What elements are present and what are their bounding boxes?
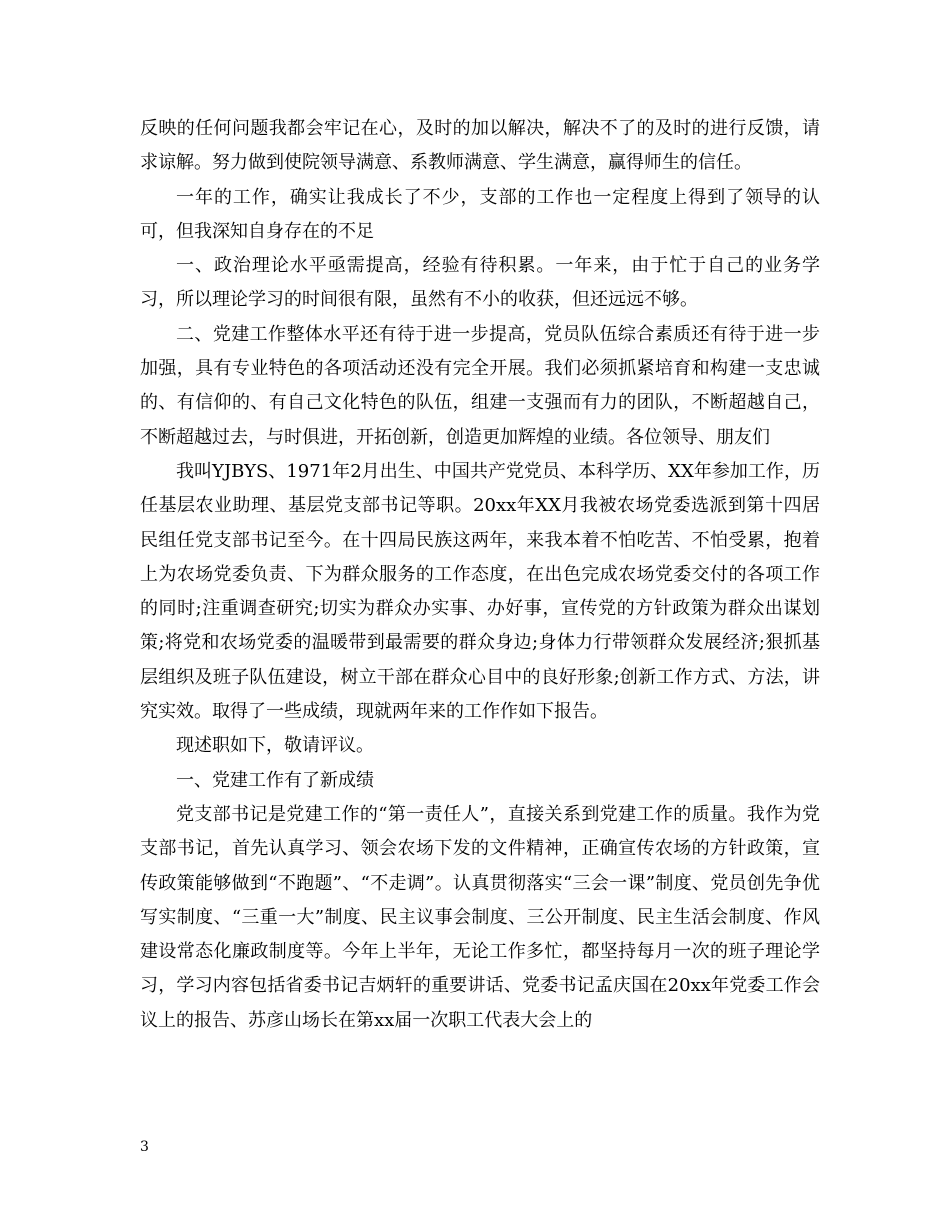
paragraph-1: 反映的任何问题我都会牢记在心，及时的加以解决，解决不了的及时的进行反馈，请求谅解。努力做到使院领导满意、系教师满意、学生满意，赢得师生的信任。	[140, 118, 820, 174]
page-number: 3	[140, 1139, 149, 1155]
paragraph-7: 党支部书记是党建工作的“第一责任人”，直接关系到党建工作的质量。我作为党支部书记，首先认真学习、领会农场下发的文件精神，正确宣传农场的方针政策，宣传政策能够做到“不跑题”、“不走调”。认真贯彻落实“三会一课”制度、党员创先争优写实制度、“三重一大”制度、民主议事会制度、三公开制度、民主生活会制度、作风建设常态化廉政制度等。今年上半年，无论工作多忙，都坚持每月一次的班子理论学习，学习内容包括省委书记吉炳轩的重要讲话、党委书记孟庆国在20xx年党委工作会议上的报告、苏彦山场长在第xx届一次职工代表大会上的	[140, 803, 820, 1031]
section-heading: 一、党建工作有了新成绩	[176, 769, 374, 791]
paragraph-3: 一、政治理论水平亟需提高，经验有待积累。一年来，由于忙于自己的业务学习，所以理论学习的时间很有限，虽然有不小的收获，但还远远不够。	[140, 255, 820, 311]
document-body	[140, 112, 820, 1038]
paragraph-2: 一年的工作，确实让我成长了不少，支部的工作也一定程度上得到了领导的认可，但我深知自身存在的不足	[140, 186, 820, 242]
paragraph-6: 现述职如下，敬请评议。	[176, 735, 374, 757]
paragraph-4: 二、党建工作整体水平还有待于进一步提高，党员队伍综合素质还有待于进一步加强，具有专业特色的各项活动还没有完全开展。我们必须抓紧培育和构建一支忠诚的、有信仰的、有自己文化特色的队伍，组建一支强而有力的团队，不断超越自己，不断超越过去，与时俱进，开拓创新，创造更加辉煌的业绩。各位领导、朋友们	[140, 323, 820, 448]
paragraph-5: 我叫YJBYS、1971年2月出生、中国共产党党员、本科学历、XX年参加工作，历任基层农业助理、基层党支部书记等职。20xx年XX月我被农场党委选派到第十四居民组任党支部书记至今。在十四局民族这两年，来我本着不怕吃苦、不怕受累，抱着上为农场党委负责、下为群众服务的工作态度，在出色完成农场党委交付的各项工作的同时;注重调查研究;切实为群众办实事、办好事，宣传党的方针政策为群众出谋划策;将党和农场党委的温暖带到最需要的群众身边;身体力行带领群众发展经济;狠抓基层组织及班子队伍建设，树立干部在群众心目中的良好形象;创新工作方式、方法，讲究实效。取得了一些成绩，现就两年来的工作作如下报告。	[140, 460, 820, 723]
